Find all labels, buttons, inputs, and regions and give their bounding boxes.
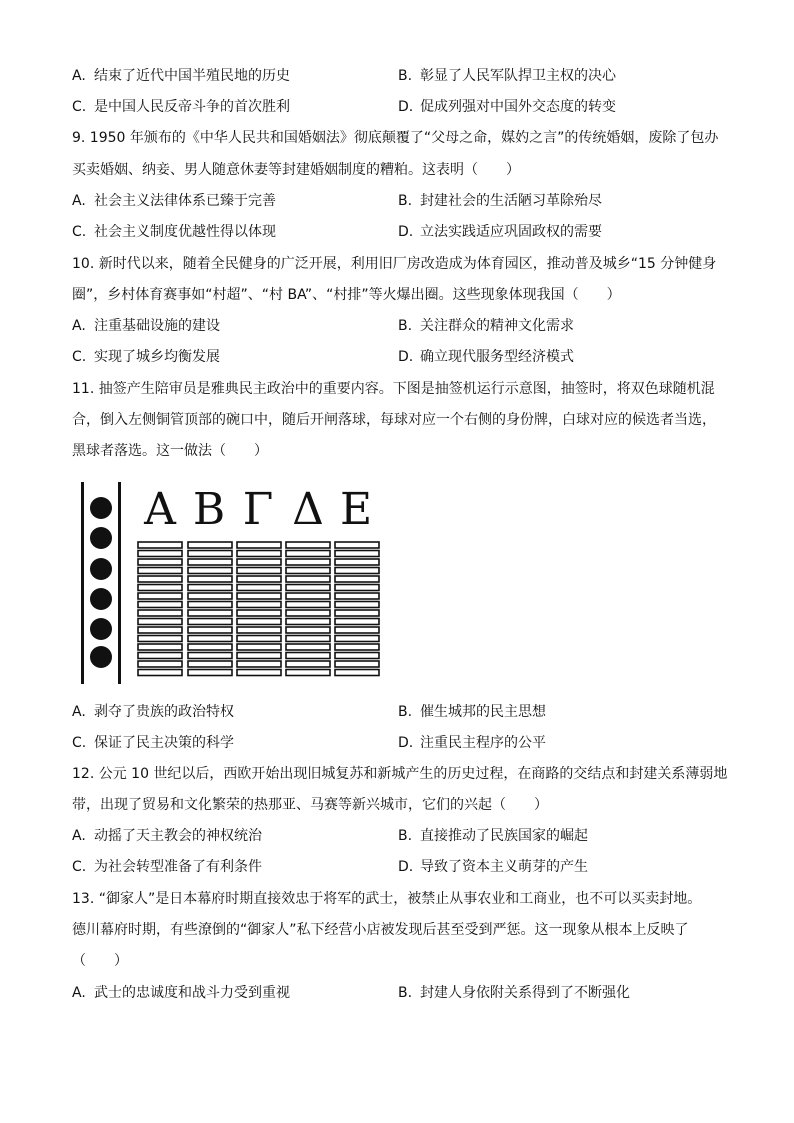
- q11-option-d[interactable]: [398, 733, 546, 753]
- identity-slot: [237, 636, 281, 642]
- option-text: 封建人身依附关系得到了不断强化: [420, 985, 630, 1001]
- option-letter: A.: [72, 318, 86, 334]
- q10-option-b[interactable]: [398, 316, 574, 336]
- identity-slot: [237, 653, 281, 659]
- q13-option-a[interactable]: [72, 983, 290, 1003]
- option-letter: A.: [72, 985, 86, 1001]
- option-text: 注重民主程序的公平: [420, 735, 546, 751]
- identity-slot: [188, 593, 232, 599]
- tube-left-wall: [81, 482, 84, 684]
- option-letter: B.: [398, 193, 413, 209]
- identity-slot: [138, 602, 182, 608]
- ball: [90, 497, 112, 519]
- q9-stem-line-2: 买卖婚姻、纳妾、男人随意休妻等封建婚姻制度的糟粕。这表明（ ）: [72, 162, 520, 178]
- identity-slot: [286, 636, 330, 642]
- identity-slot: [335, 542, 379, 548]
- identity-slot: [335, 576, 379, 582]
- identity-slot: [138, 627, 182, 633]
- identity-slot: [335, 661, 379, 667]
- identity-slot: [286, 551, 330, 557]
- identity-slot: [286, 653, 330, 659]
- kleroterion-diagram: [78, 480, 383, 686]
- q10-stem-line-2: 圈”，乡村体育赛事如“村超”、“村 BA”、“村排”等火爆出圈。这些现象体现我国（ ）: [72, 287, 621, 303]
- option-text: 社会主义法律体系已臻于完善: [94, 193, 276, 209]
- identity-slot: [138, 653, 182, 659]
- ball-column: [90, 497, 112, 668]
- identity-slot: [138, 670, 182, 676]
- identity-slot: [188, 661, 232, 667]
- option-text: 保证了民主决策的科学: [94, 735, 234, 751]
- q13-stem-line-1: 13. “御家人”是日本幕府时期直接效忠于将军的武士，被禁止从事农业和工商业，也不可以买卖封地。: [72, 891, 702, 907]
- q8-option-b[interactable]: [398, 66, 616, 86]
- identity-slot: [335, 568, 379, 574]
- identity-slot: [237, 568, 281, 574]
- identity-slot: [335, 593, 379, 599]
- option-text: 动摇了天主教会的神权统治: [94, 828, 262, 844]
- option-letter: D.: [398, 859, 414, 875]
- q9-stem-line-1: 9. 1950 年颁布的《中华人民共和国婚姻法》彻底颠覆了“父母之命，媒妁之言”的传统婚姻，废除了包办: [72, 130, 719, 146]
- identity-slot: [138, 559, 182, 565]
- identity-slot: [188, 568, 232, 574]
- option-text: 注重基础设施的建设: [94, 318, 220, 334]
- option-text: 封建社会的生活陋习革除殆尽: [420, 193, 602, 209]
- ball: [90, 588, 112, 610]
- option-letter: B.: [398, 985, 413, 1001]
- option-letter: A.: [72, 828, 86, 844]
- identity-slot: [335, 551, 379, 557]
- q12-stem-line-1: 12. 公元 10 世纪以后，西欧开始出现旧城复苏和新城产生的历史过程，在商路的交结点和封建关系薄弱地: [72, 766, 728, 782]
- ball: [90, 558, 112, 580]
- option-text: 催生城邦的民主思想: [420, 704, 546, 720]
- column-letter: Β: [192, 484, 226, 535]
- identity-slot: [237, 542, 281, 548]
- identity-slot: [286, 593, 330, 599]
- identity-slot: [188, 670, 232, 676]
- option-text: 立法实践适应巩固政权的需要: [420, 224, 602, 240]
- q9-option-c[interactable]: [72, 222, 276, 242]
- option-text: 是中国人民反帝斗争的首次胜利: [94, 99, 290, 115]
- q8-option-c[interactable]: [72, 97, 290, 117]
- option-letter: C.: [72, 349, 87, 365]
- q10-option-d[interactable]: [398, 347, 574, 367]
- identity-slot: [335, 670, 379, 676]
- identity-slot: [335, 619, 379, 625]
- identity-slot: [335, 627, 379, 633]
- identity-slot: [286, 644, 330, 650]
- identity-slot: [335, 653, 379, 659]
- identity-slot: [138, 593, 182, 599]
- identity-slot: [335, 636, 379, 642]
- identity-slot: [237, 576, 281, 582]
- option-letter: A.: [72, 68, 86, 84]
- identity-slot: [286, 627, 330, 633]
- option-text: 直接推动了民族国家的崛起: [420, 828, 588, 844]
- option-text: 导致了资本主义萌芽的产生: [420, 859, 588, 875]
- option-text: 为社会转型准备了有利条件: [94, 859, 262, 875]
- identity-slot: [237, 644, 281, 650]
- identity-slot: [237, 610, 281, 616]
- option-letter: A.: [72, 193, 86, 209]
- q11-stem-line-3: 黑球者落选。这一做法（ ）: [72, 443, 268, 459]
- identity-slot: [188, 636, 232, 642]
- q11-stem-line-2: 合，倒入左侧铜管顶部的碗口中，随后开闸落球，每球对应一个右侧的身份牌，白球对应的候选者当选，: [72, 412, 716, 428]
- q12-option-c[interactable]: [72, 857, 262, 877]
- identity-slot: [286, 576, 330, 582]
- q12-stem-line-2: 带，出现了贸易和文化繁荣的热那亚、马赛等新兴城市，它们的兴起（ ）: [72, 797, 548, 813]
- identity-slot: [286, 559, 330, 565]
- identity-slot: [335, 610, 379, 616]
- option-text: 彰显了人民军队捍卫主权的决心: [420, 68, 616, 84]
- q10-option-c[interactable]: [72, 347, 220, 367]
- option-letter: B.: [398, 68, 413, 84]
- option-text: 社会主义制度优越性得以体现: [94, 224, 276, 240]
- identity-slot: [286, 602, 330, 608]
- q9-option-b[interactable]: [398, 191, 602, 211]
- q9-option-d[interactable]: [398, 222, 602, 242]
- identity-slot: [237, 551, 281, 557]
- option-letter: C.: [72, 735, 87, 751]
- identity-slot: [335, 644, 379, 650]
- identity-slot: [237, 627, 281, 633]
- identity-slot: [188, 619, 232, 625]
- option-letter: D.: [398, 99, 414, 115]
- option-text: 剥夺了贵族的政治特权: [94, 704, 234, 720]
- identity-slot: [237, 661, 281, 667]
- option-text: 结束了近代中国半殖民地的历史: [94, 68, 290, 84]
- q8-option-d[interactable]: [398, 97, 616, 117]
- q9-option-a[interactable]: [72, 191, 276, 211]
- identity-slot: [188, 644, 232, 650]
- q8-option-a[interactable]: [72, 66, 290, 86]
- identity-slot: [188, 653, 232, 659]
- identity-slot: [138, 585, 182, 591]
- identity-slot: [237, 602, 281, 608]
- identity-slot: [237, 619, 281, 625]
- option-letter: D.: [398, 735, 414, 751]
- tube-right-wall: [118, 482, 121, 684]
- ball: [90, 527, 112, 549]
- column-letter: Δ: [292, 484, 324, 535]
- q11-option-b[interactable]: [398, 702, 546, 722]
- identity-slot: [188, 559, 232, 565]
- identity-slot: [138, 542, 182, 548]
- q12-option-a[interactable]: [72, 826, 262, 846]
- identity-slot: [335, 602, 379, 608]
- identity-slot: [286, 661, 330, 667]
- option-letter: C.: [72, 99, 87, 115]
- identity-slot: [138, 576, 182, 582]
- identity-slot: [335, 585, 379, 591]
- q10-option-a[interactable]: [72, 316, 220, 336]
- identity-slot: [286, 610, 330, 616]
- ball: [90, 618, 112, 640]
- identity-slot: [286, 568, 330, 574]
- identity-slot: [188, 551, 232, 557]
- identity-slot: [237, 593, 281, 599]
- option-text: 关注群众的精神文化需求: [420, 318, 574, 334]
- identity-slot-grid: [138, 542, 379, 676]
- option-letter: B.: [398, 318, 413, 334]
- identity-slot: [188, 576, 232, 582]
- column-letter: Α: [144, 484, 176, 535]
- identity-slot: [138, 636, 182, 642]
- option-letter: A.: [72, 704, 86, 720]
- option-letter: B.: [398, 704, 413, 720]
- option-letter: C.: [72, 859, 87, 875]
- q12-option-d[interactable]: [398, 857, 588, 877]
- identity-slot: [286, 619, 330, 625]
- option-text: 实现了城乡均衡发展: [94, 349, 220, 365]
- identity-slot: [237, 585, 281, 591]
- option-text: 促成列强对中国外交态度的转变: [420, 99, 616, 115]
- option-letter: C.: [72, 224, 87, 240]
- q11-option-a[interactable]: [72, 702, 234, 722]
- identity-slot: [138, 568, 182, 574]
- q11-stem-line-1: 11. 抽签产生陪审员是雅典民主政治中的重要内容。下图是抽签机运行示意图，抽签时，将双色球随机混: [72, 381, 715, 397]
- identity-slot: [286, 542, 330, 548]
- option-letter: D.: [398, 224, 414, 240]
- option-letter: D.: [398, 349, 414, 365]
- identity-slot: [237, 670, 281, 676]
- option-letter: B.: [398, 828, 413, 844]
- column-letter: Γ: [242, 484, 274, 535]
- q13-stem-line-2: 德川幕府时期，有些潦倒的“御家人”私下经营小店被发现后甚至受到严惩。这一现象从根本上反映了: [72, 922, 689, 938]
- identity-slot: [286, 585, 330, 591]
- identity-slot: [188, 602, 232, 608]
- q10-stem-line-1: 10. 新时代以来，随着全民健身的广泛开展，利用旧厂房改造成为体育园区，推动普及城乡“15 分钟健身: [72, 256, 717, 272]
- identity-slot: [335, 559, 379, 565]
- option-text: 确立现代服务型经济模式: [420, 349, 574, 365]
- identity-slot: [138, 661, 182, 667]
- identity-slot: [138, 610, 182, 616]
- identity-slot: [138, 644, 182, 650]
- ball: [90, 646, 112, 668]
- identity-slot: [286, 670, 330, 676]
- q11-option-c[interactable]: [72, 733, 234, 753]
- identity-slot: [188, 542, 232, 548]
- identity-slot: [188, 627, 232, 633]
- q13-option-b[interactable]: [398, 983, 630, 1003]
- identity-slot: [188, 610, 232, 616]
- identity-slot: [188, 585, 232, 591]
- q13-stem-line-3: （ ）: [72, 953, 128, 969]
- q12-option-b[interactable]: [398, 826, 588, 846]
- identity-slot: [237, 559, 281, 565]
- option-text: 武士的忠诚度和战斗力受到重视: [94, 985, 290, 1001]
- column-letter: Ε: [339, 484, 373, 535]
- identity-slot: [138, 619, 182, 625]
- identity-slot: [138, 551, 182, 557]
